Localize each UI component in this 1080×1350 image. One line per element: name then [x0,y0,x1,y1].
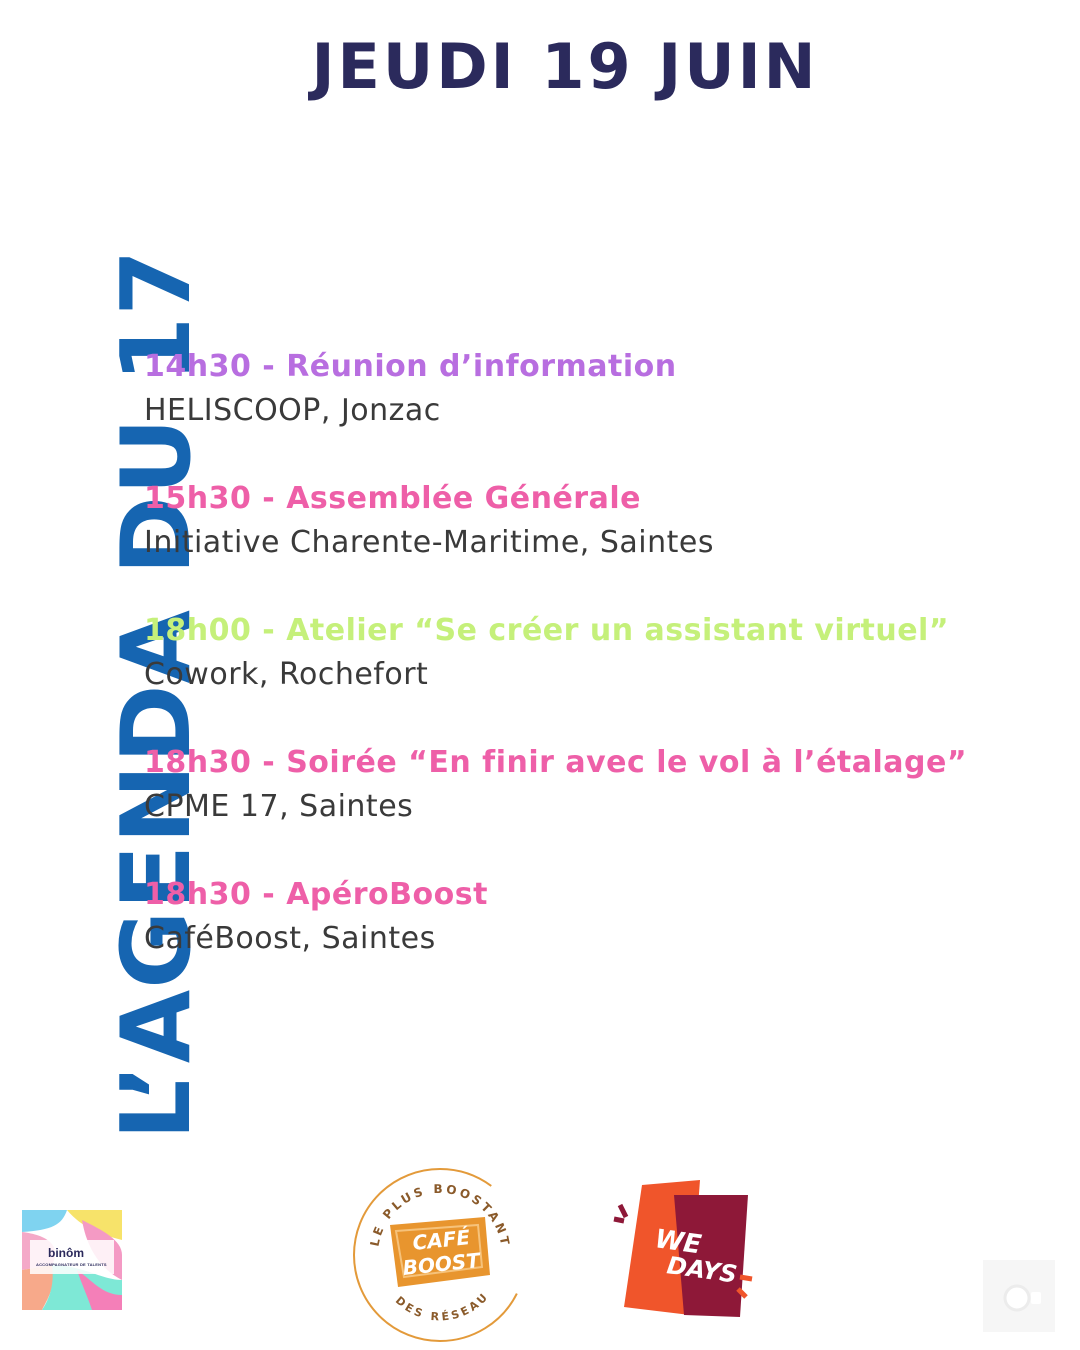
binom-logo-name: binôm [48,1246,84,1260]
event-item [144,742,1044,874]
event-list [144,346,1044,1006]
event-place: CaféBoost, Saintes [144,921,436,956]
wedays-line1: WE [653,1224,704,1261]
wedays-logo-art [612,1175,757,1320]
cafe-boost-line2: BOOST [401,1248,481,1281]
event-title: 15h30 - Assemblée Générale [144,481,641,516]
event-title: 14h30 - Réunion d’information [144,349,677,384]
event-title: 18h30 - Soirée “En finir avec le vol à l’étalage” [144,745,968,780]
event-item [144,874,1044,1006]
binom-logo-tagline: ACCOMPAGNATEUR DE TALENTS [36,1262,107,1267]
binom-logo-art [22,1210,122,1310]
cafe-boost-bottom-text: DES RÉSEAU [392,1289,492,1324]
event-title: 18h30 - ApéroBoost [144,877,488,912]
cafe-boost-top-text: LE PLUS BOOSTANT [367,1181,513,1249]
event-place: CPME 17, Saintes [144,789,414,824]
wedays-line2: DAYS [665,1251,739,1289]
cafe-boost-line1: CAFÉ [411,1225,472,1255]
cafe-boost-logo-art [350,1155,530,1345]
wedays-logo [612,1175,757,1320]
event-title: 18h00 - Atelier “Se créer un assistant virtuel” [144,613,950,648]
binom-logo [22,1210,122,1310]
event-place: Initiative Charente-Maritime, Saintes [144,525,714,560]
event-place: HELISCOOP, Jonzac [144,393,441,428]
event-place: Cowork, Rochefort [144,657,429,692]
event-item [144,478,1044,610]
cafe-boost-logo [350,1155,530,1345]
event-item [144,610,1044,742]
event-item [144,346,1044,478]
agenda-side-title: L’AGENDA DU 17 [102,248,212,1140]
camera-icon [983,1260,1055,1332]
page-title: JEUDI 19 JUIN [311,30,819,103]
